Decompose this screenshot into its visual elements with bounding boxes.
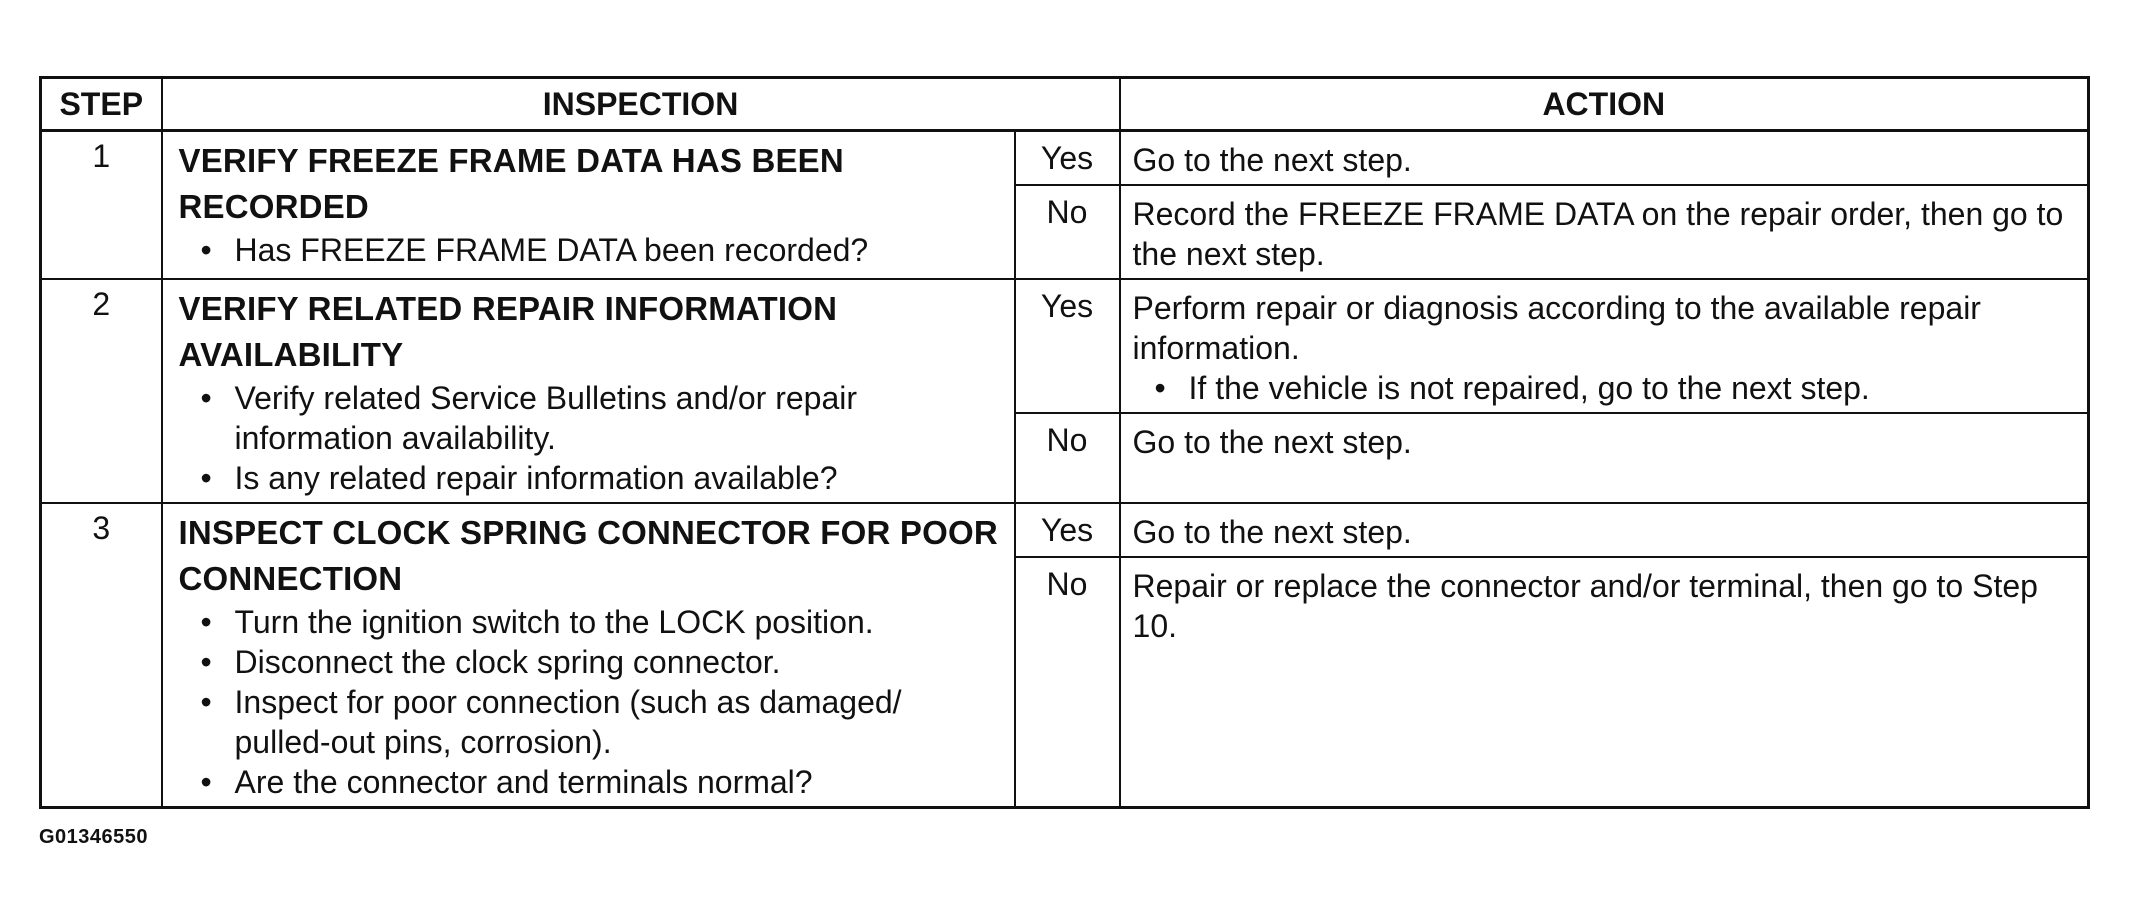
inspection-title: VERIFY FREEZE FRAME DATA HAS BEEN RECORDED [178, 142, 844, 225]
table-header-row [41, 78, 2089, 131]
yes-action: Perform repair or diagnosis according to the available repair information. [1132, 290, 1981, 366]
figure-code: G01346550 [39, 826, 149, 848]
inspection-cell [162, 503, 1015, 808]
header-step: STEP [41, 78, 162, 131]
step-number: 1 [41, 131, 162, 280]
header-inspection: INSPECTION [162, 78, 1120, 131]
diagnostic-table [39, 76, 2090, 809]
inspection-bullets [179, 378, 1004, 498]
inspection-bullet: • Are the connector and terminals normal? [179, 762, 1004, 802]
no-label: No [1015, 557, 1120, 808]
table-row [41, 279, 2089, 413]
inspection-bullet: • Is any related repair information available? [179, 458, 1004, 498]
no-label: No [1015, 413, 1120, 503]
no-action: Go to the next step. [1120, 413, 2089, 503]
inspection-cell [162, 279, 1015, 503]
no-action: Record the FREEZE FRAME DATA on the repair order, then go to the next step. [1120, 185, 2089, 279]
inspection-bullet: • Turn the ignition switch to the LOCK position. [179, 602, 1004, 642]
step-number: 3 [41, 503, 162, 808]
action-bullet: • If the vehicle is not repaired, go to the next step. [1133, 368, 2078, 408]
table-row [41, 503, 2089, 557]
yes-action-cell [1120, 279, 2089, 413]
inspection-bullet: • Inspect for poor connection (such as damaged/ pulled-out pins, corrosion). [179, 682, 1004, 762]
yes-label: Yes [1015, 279, 1120, 413]
inspection-bullets [179, 230, 1004, 270]
action-bullets [1133, 368, 2078, 408]
yes-action: Go to the next step. [1120, 131, 2089, 186]
inspection-title: INSPECT CLOCK SPRING CONNECTOR FOR POOR CONNECTION [178, 514, 998, 597]
table-row [41, 131, 2089, 186]
inspection-cell [162, 131, 1015, 280]
yes-label: Yes [1015, 131, 1120, 186]
inspection-bullet: • Verify related Service Bulletins and/or repair information availability. [179, 378, 1004, 458]
no-label: No [1015, 185, 1120, 279]
inspection-bullets [179, 602, 1004, 802]
yes-label: Yes [1015, 503, 1120, 557]
yes-action: Go to the next step. [1120, 503, 2089, 557]
inspection-title: VERIFY RELATED REPAIR INFORMATION AVAILABILITY [178, 290, 838, 373]
inspection-bullet: • Disconnect the clock spring connector. [179, 642, 1004, 682]
header-action: ACTION [1120, 78, 2089, 131]
inspection-bullet: • Has FREEZE FRAME DATA been recorded? [179, 230, 1004, 270]
no-action: Repair or replace the connector and/or terminal, then go to Step 10. [1120, 557, 2089, 808]
step-number: 2 [41, 279, 162, 503]
